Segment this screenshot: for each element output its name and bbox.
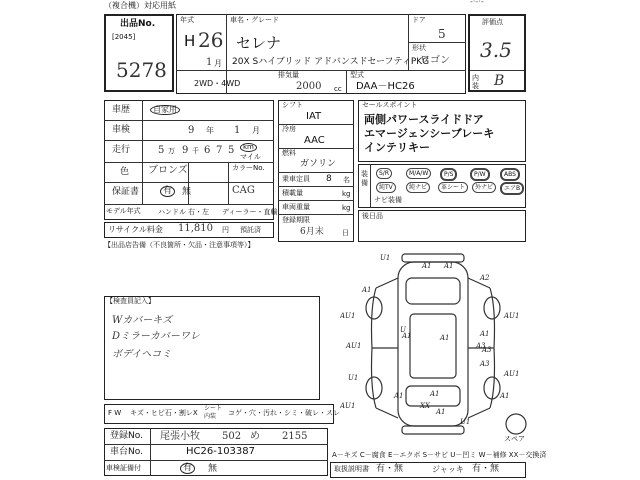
year-era: H <box>184 32 196 50</box>
equip-abs: ABS <box>500 168 520 181</box>
inspector-box <box>104 296 320 400</box>
plate-number: 2155 <box>282 431 308 442</box>
damage-mark: AU1 <box>340 402 356 410</box>
inspector-line-1: Wカバーキズ <box>112 315 173 326</box>
inspector-label: 【検査員記入】 <box>106 297 155 305</box>
damage-mark: A1 <box>422 262 432 270</box>
score-label: 評価点 <box>482 18 503 26</box>
capacity-unit: 名 <box>343 176 350 184</box>
equip-sr: S/R <box>376 168 392 179</box>
shape-label: 形状 <box>412 44 426 52</box>
displacement-label: 排気量 <box>278 71 299 79</box>
inspection-year-unit: 年 <box>206 126 214 135</box>
mileage-digit-4: 7 <box>216 145 223 156</box>
lot-small-code: [2045] <box>112 33 136 41</box>
spare-label: スペア <box>504 435 525 443</box>
type-value: DAA－HC26 <box>356 81 415 92</box>
plate-kana: め <box>250 431 260 442</box>
defects-title: 【出品店告備（不良箇所・欠品・注意事項等）】 <box>104 241 255 249</box>
equip-leather: 革シート <box>438 182 468 193</box>
ac-label: 冷房 <box>282 125 296 133</box>
inspector-line-2: Dミラーカバーワレ <box>112 331 200 342</box>
shift-label: シフト <box>282 101 303 109</box>
sales-point-label: セールスポイント <box>362 101 418 109</box>
equip-navi: 純ナビ <box>406 182 430 193</box>
recycle-value: 11,810 <box>178 223 213 234</box>
damage-mark: A1 <box>362 286 372 294</box>
inspector-line-3: ボデイヘコミ <box>112 349 172 360</box>
model-grade: 20X Sハイブリッド アドバンスドセーフティPKG <box>232 57 430 67</box>
damage-mark: A2 <box>480 274 490 282</box>
drive-type: 2WD・4WD <box>194 79 241 88</box>
reg-expiry-label: 登録期限 <box>282 216 310 224</box>
import-label: ディーラー・直輸 <box>222 208 278 216</box>
damage-mark: A1 <box>430 390 440 398</box>
interior-value: B <box>494 73 505 89</box>
mileage-digit-3: 6 <box>204 145 211 156</box>
recycle-state: 預託済 <box>240 226 261 234</box>
damage-mark: A1 <box>500 392 510 400</box>
lot-number: 5278 <box>116 58 167 82</box>
year-value: 26 <box>198 28 224 52</box>
score-box <box>468 14 526 92</box>
manual-value: 有・無 <box>376 464 404 474</box>
type-label: 型式 <box>350 71 364 79</box>
damage-mark: A3 <box>482 346 492 354</box>
check-fw: F W <box>108 409 122 417</box>
weight-label: 車両重量 <box>282 203 310 211</box>
warranty-yes: 有 <box>160 186 175 197</box>
plate-area: 尾張小牧 <box>160 431 200 442</box>
doors-value: 5 <box>438 27 446 41</box>
year-month: 1 <box>206 57 213 68</box>
tools-label: 車検証備付 <box>106 464 141 472</box>
color-code-label: カラーNo. <box>232 164 265 172</box>
chassis-value: HC26-103387 <box>186 446 256 457</box>
plate-label: 登録No. <box>110 431 143 441</box>
capacity-label: 乗車定員 <box>282 175 310 183</box>
equip-airbag: エアB <box>500 182 524 195</box>
damage-mark: A1 <box>436 408 446 416</box>
color-label: 色 <box>120 167 130 177</box>
displacement-value: 2000 <box>296 81 322 92</box>
damage-mark: A1 <box>394 392 404 400</box>
equip-pw: P/W <box>470 168 490 181</box>
ac-value: AAC <box>304 135 325 146</box>
capacity-value: 8 <box>326 174 332 184</box>
displacement-unit: cc <box>334 85 342 93</box>
mileage-unit-km: km <box>240 143 257 152</box>
car-damage-diagram <box>340 248 530 448</box>
damage-mark: A1 <box>480 330 490 338</box>
fuel-label: 燃料 <box>282 149 296 157</box>
fuel-value: ガソリン <box>300 159 337 169</box>
lot-label: 出品No. <box>120 19 156 29</box>
navi-label: ナビ装備 <box>374 196 402 204</box>
reg-label: 車歴 <box>112 105 131 115</box>
mileage-digit-2: 9 <box>182 145 189 156</box>
mileage-label: 走行 <box>112 145 131 155</box>
damage-mark: U1 <box>348 374 359 382</box>
lot-box <box>104 14 174 92</box>
load-label: 積載量 <box>282 189 303 197</box>
equipment-label: 装備 <box>361 170 368 187</box>
inspection-label: 車検 <box>112 125 131 135</box>
score-value: 3.5 <box>480 38 512 62</box>
equip-tv: 純TV <box>376 182 396 193</box>
check-damage: 内装 <box>204 413 217 420</box>
equip-ps: P/S <box>440 168 457 181</box>
warranty-label: 保証書 <box>112 187 140 197</box>
mileage-unit-sen: 千 <box>192 147 199 155</box>
notes-box <box>358 210 526 242</box>
model-name: セレナ <box>236 34 282 52</box>
reg-expiry-unit: 日 <box>342 229 349 237</box>
color-code: CAG <box>232 185 255 196</box>
tools-no: 無 <box>208 464 218 474</box>
recycle-unit: 円 <box>222 226 229 234</box>
jack-label: ジャッキ <box>432 465 464 474</box>
damage-mark: A1 <box>402 332 412 340</box>
damage-mark: U1 <box>380 254 391 262</box>
warranty-no: 無 <box>182 187 192 197</box>
damage-mark: AU1 <box>346 342 362 350</box>
inspection-month-unit: 月 <box>252 126 260 135</box>
notes-label: 後日品 <box>362 212 383 220</box>
recycle-label: リサイクル料金 <box>108 225 163 234</box>
sales-point-line-3: インテリキー <box>364 141 430 154</box>
damage-mark: A3 <box>476 342 486 350</box>
damage-mark: XX <box>420 402 430 410</box>
damage-legend: A－キズ C－腐食 E－エクボ S－サビ U－凹ミ W－補修 XX－交換済 <box>332 451 547 459</box>
doors-label: ドア <box>412 16 426 24</box>
handle-label: ハンドル <box>158 208 186 216</box>
check-sheet: シート <box>204 405 223 412</box>
model-since-label: モデル年式 <box>106 207 141 215</box>
equip-maw: M/A/W <box>406 168 431 179</box>
damage-mark: AU1 <box>340 312 356 320</box>
color-value: ブロンズ <box>148 165 188 176</box>
tools-yes: 有 <box>180 463 195 474</box>
year-label: 年式 <box>180 16 194 24</box>
mileage-unit-man: 万 <box>168 147 175 155</box>
plate-class: 502 <box>222 431 242 442</box>
mileage-digit-1: 5 <box>158 145 165 156</box>
shape-value: ワゴン <box>420 55 450 66</box>
check-items2: コゲ・穴・汚れ・シミ・破レ・スレ <box>228 409 340 417</box>
equip-ext-navi: 外ナビ <box>472 182 496 193</box>
year-month-unit: 月 <box>214 59 222 68</box>
reg-value: 自家用 <box>150 105 180 115</box>
weight-unit: kg <box>342 204 351 212</box>
sales-point-line-2: エマージェンシーブレーキ <box>364 127 495 140</box>
form-title: （複合機）対応用紙 <box>104 1 176 10</box>
load-unit: kg <box>342 190 351 198</box>
jack-value: 有・無 <box>472 464 500 474</box>
mileage-unit-mile: マイル <box>240 153 261 161</box>
damage-mark: A3 <box>480 360 490 368</box>
sales-point-line-1: 両側パワースライドドア <box>364 113 484 126</box>
handle-value: 右・左 <box>188 208 209 216</box>
model-label: 車名・グレード <box>230 16 279 24</box>
manual-label: 取扱説明書 <box>334 465 369 473</box>
damage-mark: A1 <box>440 334 450 342</box>
damage-mark: A1 <box>444 262 454 270</box>
top-right-mark: -·-·- <box>470 0 484 6</box>
check-items: キズ・ヒビ石・割レX <box>130 409 198 417</box>
mileage-digit-5: 5 <box>228 145 235 156</box>
inspection-month: 1 <box>234 125 241 136</box>
inspection-year: 9 <box>188 125 195 136</box>
interior-label: 内装 <box>472 74 479 90</box>
damage-mark: U <box>400 326 406 334</box>
shift-value: IAT <box>306 111 322 122</box>
damage-mark: AU1 <box>504 312 520 320</box>
damage-mark: AU1 <box>504 370 520 378</box>
chassis-label: 車台No. <box>110 447 143 457</box>
reg-expiry-value: 6月末 <box>300 227 324 237</box>
damage-mark: U1 <box>460 418 471 426</box>
